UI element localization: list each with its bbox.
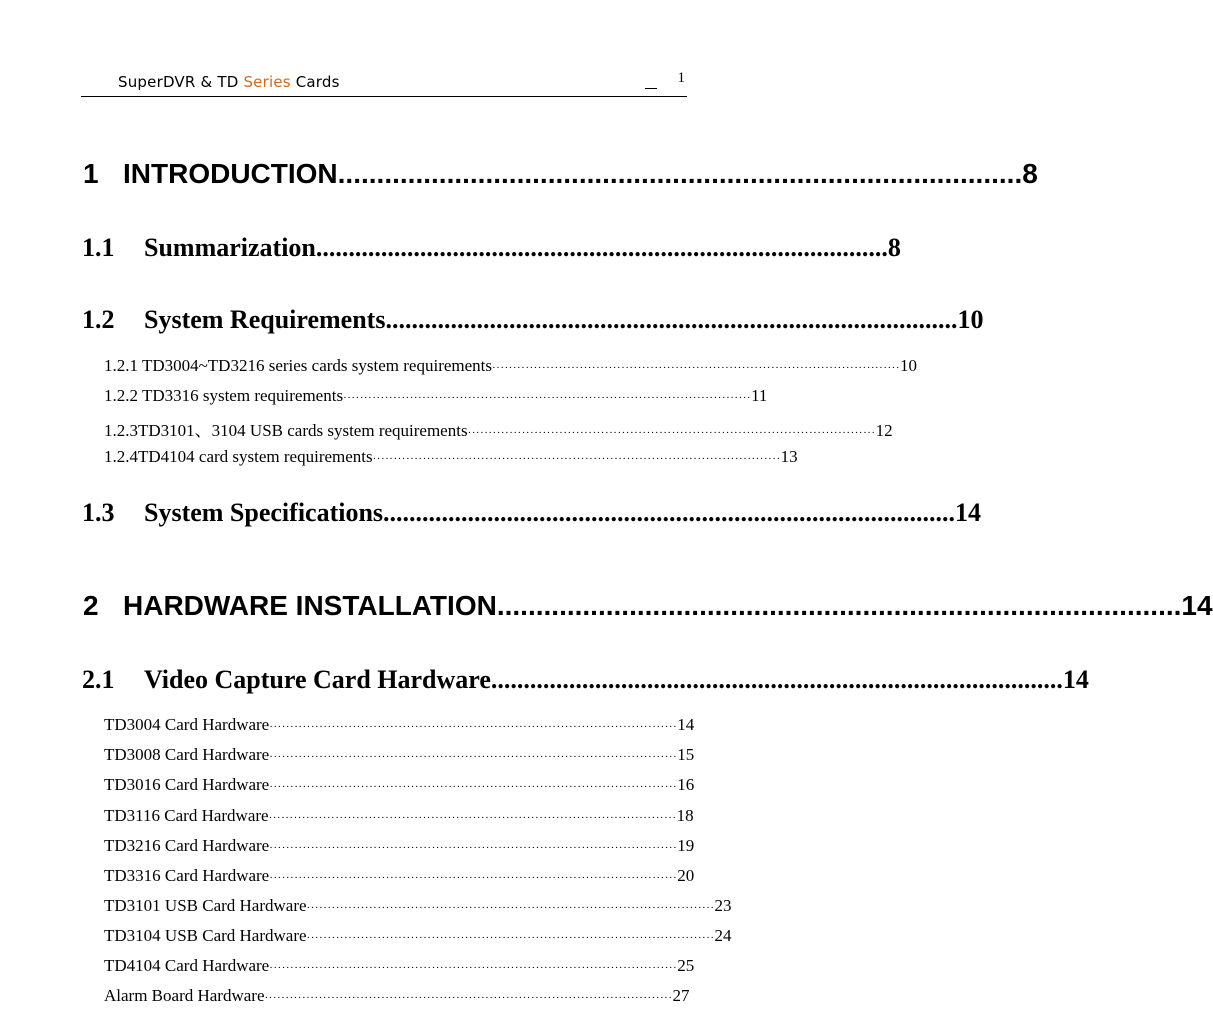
toc-title: TD3016 Card Hardware bbox=[104, 775, 270, 794]
toc-leader: ·································································································· bbox=[269, 721, 678, 733]
toc-title: Summarization bbox=[144, 233, 316, 262]
toc-page: 24 bbox=[714, 926, 732, 945]
toc-leader: ·································································································· bbox=[343, 392, 752, 404]
toc-title: HARDWARE INSTALLATION bbox=[123, 590, 497, 621]
toc-entry-td3216[interactable] bbox=[104, 836, 695, 856]
toc-entry-td4104[interactable] bbox=[104, 956, 695, 976]
toc-title: TD3008 Card Hardware bbox=[104, 745, 270, 764]
toc-page: 14 bbox=[1062, 665, 1089, 694]
toc-leader: ·································································································· bbox=[269, 781, 678, 793]
toc-entry-1-2[interactable] bbox=[82, 305, 984, 335]
toc-leader: ·································································································· bbox=[372, 453, 781, 465]
toc-entry-td3016[interactable] bbox=[104, 775, 695, 795]
toc-entry-td3101[interactable] bbox=[104, 896, 732, 916]
toc-page: 19 bbox=[677, 836, 695, 855]
toc-page: 8 bbox=[1022, 158, 1038, 189]
toc-title: System Requirements bbox=[144, 305, 386, 334]
toc-entry-2-1[interactable] bbox=[82, 665, 1089, 695]
toc-leader: ·································································································· bbox=[306, 902, 715, 914]
toc-leader: ........................................................................................ bbox=[385, 305, 958, 334]
toc-title: 1.2.2 TD3316 system requirements bbox=[104, 386, 344, 405]
toc-leader: ·································································································· bbox=[492, 362, 900, 374]
header-mark bbox=[645, 88, 657, 89]
toc-page: 18 bbox=[676, 806, 694, 825]
toc-title: 1.2.4TD4104 card system requirements bbox=[104, 447, 373, 466]
toc-number: 2 bbox=[83, 590, 99, 621]
toc-page: 14 bbox=[677, 715, 695, 734]
toc-title: INTRODUCTION bbox=[123, 158, 338, 189]
toc-number: 1 bbox=[83, 158, 99, 189]
toc-title: TD3104 USB Card Hardware bbox=[104, 926, 307, 945]
toc-leader: ·································································································· bbox=[269, 842, 678, 854]
toc-leader: ........................................................................................ bbox=[337, 158, 1023, 189]
page-header bbox=[81, 70, 687, 97]
toc-number: 2.1 bbox=[82, 665, 115, 694]
toc-entry-chapter-1[interactable] bbox=[83, 158, 1038, 190]
toc-page: 13 bbox=[780, 447, 798, 466]
toc-title: TD3316 Card Hardware bbox=[104, 866, 270, 885]
toc-entry-1-1[interactable] bbox=[82, 233, 901, 263]
toc-leader: ........................................................................................ bbox=[383, 498, 956, 527]
toc-entry-1-2-2[interactable] bbox=[104, 386, 768, 406]
toc-page: 11 bbox=[751, 386, 768, 405]
toc-title: Video Capture Card Hardware bbox=[144, 665, 491, 694]
toc-entry-td3104[interactable] bbox=[104, 926, 732, 946]
toc-title: TD3004 Card Hardware bbox=[104, 715, 270, 734]
toc-page: 10 bbox=[900, 356, 917, 375]
toc-page: 27 bbox=[672, 986, 690, 1005]
toc-page: 8 bbox=[887, 233, 901, 262]
toc-number: 1.1 bbox=[82, 233, 115, 262]
header-title-suffix: Cards bbox=[290, 73, 340, 91]
toc-entry-td3004[interactable] bbox=[104, 715, 695, 735]
toc-leader: ........................................................................................ bbox=[315, 233, 888, 262]
toc-leader: ·································································································· bbox=[269, 872, 678, 884]
toc-page: 14 bbox=[1181, 590, 1213, 621]
toc-leader: ·································································································· bbox=[269, 751, 678, 763]
toc-title: TD3116 Card Hardware bbox=[104, 806, 269, 825]
toc-page: 20 bbox=[677, 866, 695, 885]
toc-page: 14 bbox=[955, 498, 982, 527]
toc-number: 1.2 bbox=[82, 305, 115, 334]
toc-entry-1-2-4[interactable] bbox=[104, 447, 798, 467]
toc-page: 25 bbox=[677, 956, 695, 975]
toc-leader: ·································································································· bbox=[467, 427, 876, 439]
toc-title: Alarm Board Hardware bbox=[104, 986, 265, 1005]
toc-entry-td3316[interactable] bbox=[104, 866, 695, 886]
toc-entry-td3116[interactable] bbox=[104, 806, 694, 826]
toc-leader: ·································································································· bbox=[264, 992, 673, 1004]
toc-title: TD3101 USB Card Hardware bbox=[104, 896, 307, 915]
toc-title: System Specifications bbox=[144, 498, 384, 527]
toc-page: 12 bbox=[875, 421, 893, 440]
header-page-number: 1 bbox=[677, 70, 685, 86]
toc-entry-1-2-3[interactable] bbox=[104, 416, 893, 441]
header-title bbox=[118, 73, 340, 91]
header-title-accent: Series bbox=[243, 73, 291, 91]
toc-title: TD4104 Card Hardware bbox=[104, 956, 270, 975]
toc-leader: ........................................................................................ bbox=[496, 590, 1182, 621]
toc-leader: ........................................................................................ bbox=[490, 665, 1063, 694]
toc-leader: ·································································································· bbox=[306, 932, 715, 944]
toc-title: 1.2.1 TD3004~TD3216 series cards system requirements bbox=[104, 356, 493, 375]
toc-page: 23 bbox=[714, 896, 732, 915]
toc-leader: ·································································································· bbox=[269, 962, 678, 974]
toc-title: TD3216 Card Hardware bbox=[104, 836, 270, 855]
toc-entry-1-2-1[interactable] bbox=[104, 356, 917, 376]
toc-number: 1.3 bbox=[82, 498, 115, 527]
toc-page: 10 bbox=[957, 305, 984, 334]
toc-entry-chapter-2[interactable] bbox=[83, 590, 1213, 622]
header-title-prefix: SuperDVR & TD bbox=[118, 73, 244, 91]
toc-leader: ·································································································· bbox=[268, 812, 677, 824]
toc-title: 1.2.3TD3101、3104 USB cards system requirements bbox=[104, 421, 468, 440]
toc-page: 15 bbox=[677, 745, 695, 764]
toc-entry-alarm-board[interactable] bbox=[104, 986, 690, 1006]
toc-entry-1-3[interactable] bbox=[82, 498, 982, 528]
toc-entry-td3008[interactable] bbox=[104, 745, 695, 765]
toc-page: 16 bbox=[677, 775, 695, 794]
